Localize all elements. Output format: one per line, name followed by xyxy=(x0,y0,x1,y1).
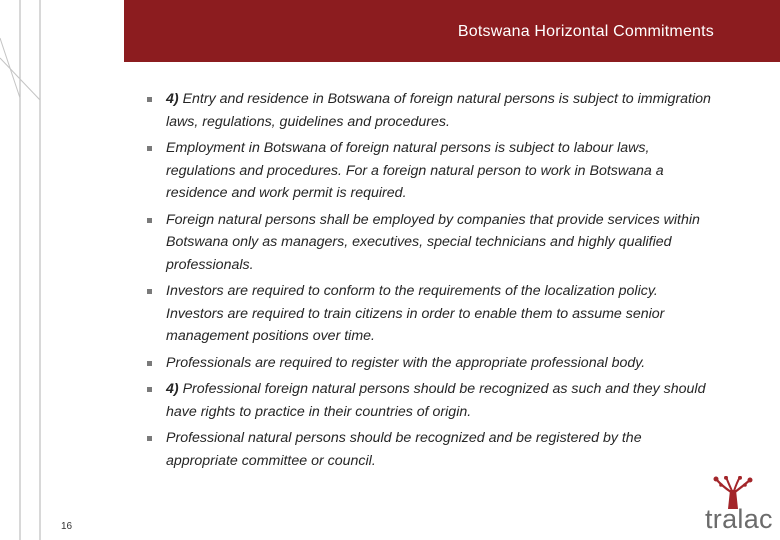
square-bullet-icon xyxy=(147,218,152,223)
bullet-prefix: 4) xyxy=(166,91,183,107)
bullet-prefix: 4) xyxy=(166,381,183,397)
square-bullet-icon xyxy=(147,436,152,441)
square-bullet-icon xyxy=(147,146,152,151)
slide-title: Botswana Horizontal Commitments xyxy=(457,23,714,40)
bullet-text: Employment in Botswana of foreign natural persons is subject to labour laws, regulations and procedures. For a foreign natural person to work in Botswana a residence and work permit is required. xyxy=(166,140,664,201)
bullet-text: Professional natural persons should be recognized and be registered by the appropriate committee or council. xyxy=(166,430,642,469)
bullet-item xyxy=(147,280,717,348)
bullet-text: Investors are required to conform to the requirements of the localization policy. Investors are required to train citizens in order to enable them to assume senior management positions over time. xyxy=(166,283,665,344)
bullet-text: Entry and residence in Botswana of foreign natural persons is subject to immigration laws, regulations, guidelines and procedures. xyxy=(166,91,711,130)
bullet-item xyxy=(147,137,717,205)
bullet-item xyxy=(147,352,717,375)
bullet-text: Professionals are required to register with the appropriate professional body. xyxy=(166,354,646,371)
bullet-item xyxy=(147,378,717,423)
square-bullet-icon xyxy=(147,361,152,366)
bullet-text: Foreign natural persons shall be employed by companies that provide services within Botswana only as managers, executives, special technicians and highly qualified professionals. xyxy=(166,211,700,273)
bullet-text: Professional foreign natural persons should be recognized as such and they should have rights to practice in their countries of origin. xyxy=(166,381,706,420)
page-number: 16 xyxy=(61,521,73,532)
square-bullet-icon xyxy=(147,387,152,392)
bullet-list xyxy=(147,88,717,476)
square-bullet-icon xyxy=(147,289,152,294)
tralac-logo xyxy=(700,476,774,536)
bullet-item xyxy=(147,209,717,277)
logo-wordmark: tralac xyxy=(705,504,773,534)
bullet-item xyxy=(147,427,717,472)
header-bar xyxy=(124,0,780,62)
square-bullet-icon xyxy=(147,97,152,102)
bullet-item xyxy=(147,88,717,133)
